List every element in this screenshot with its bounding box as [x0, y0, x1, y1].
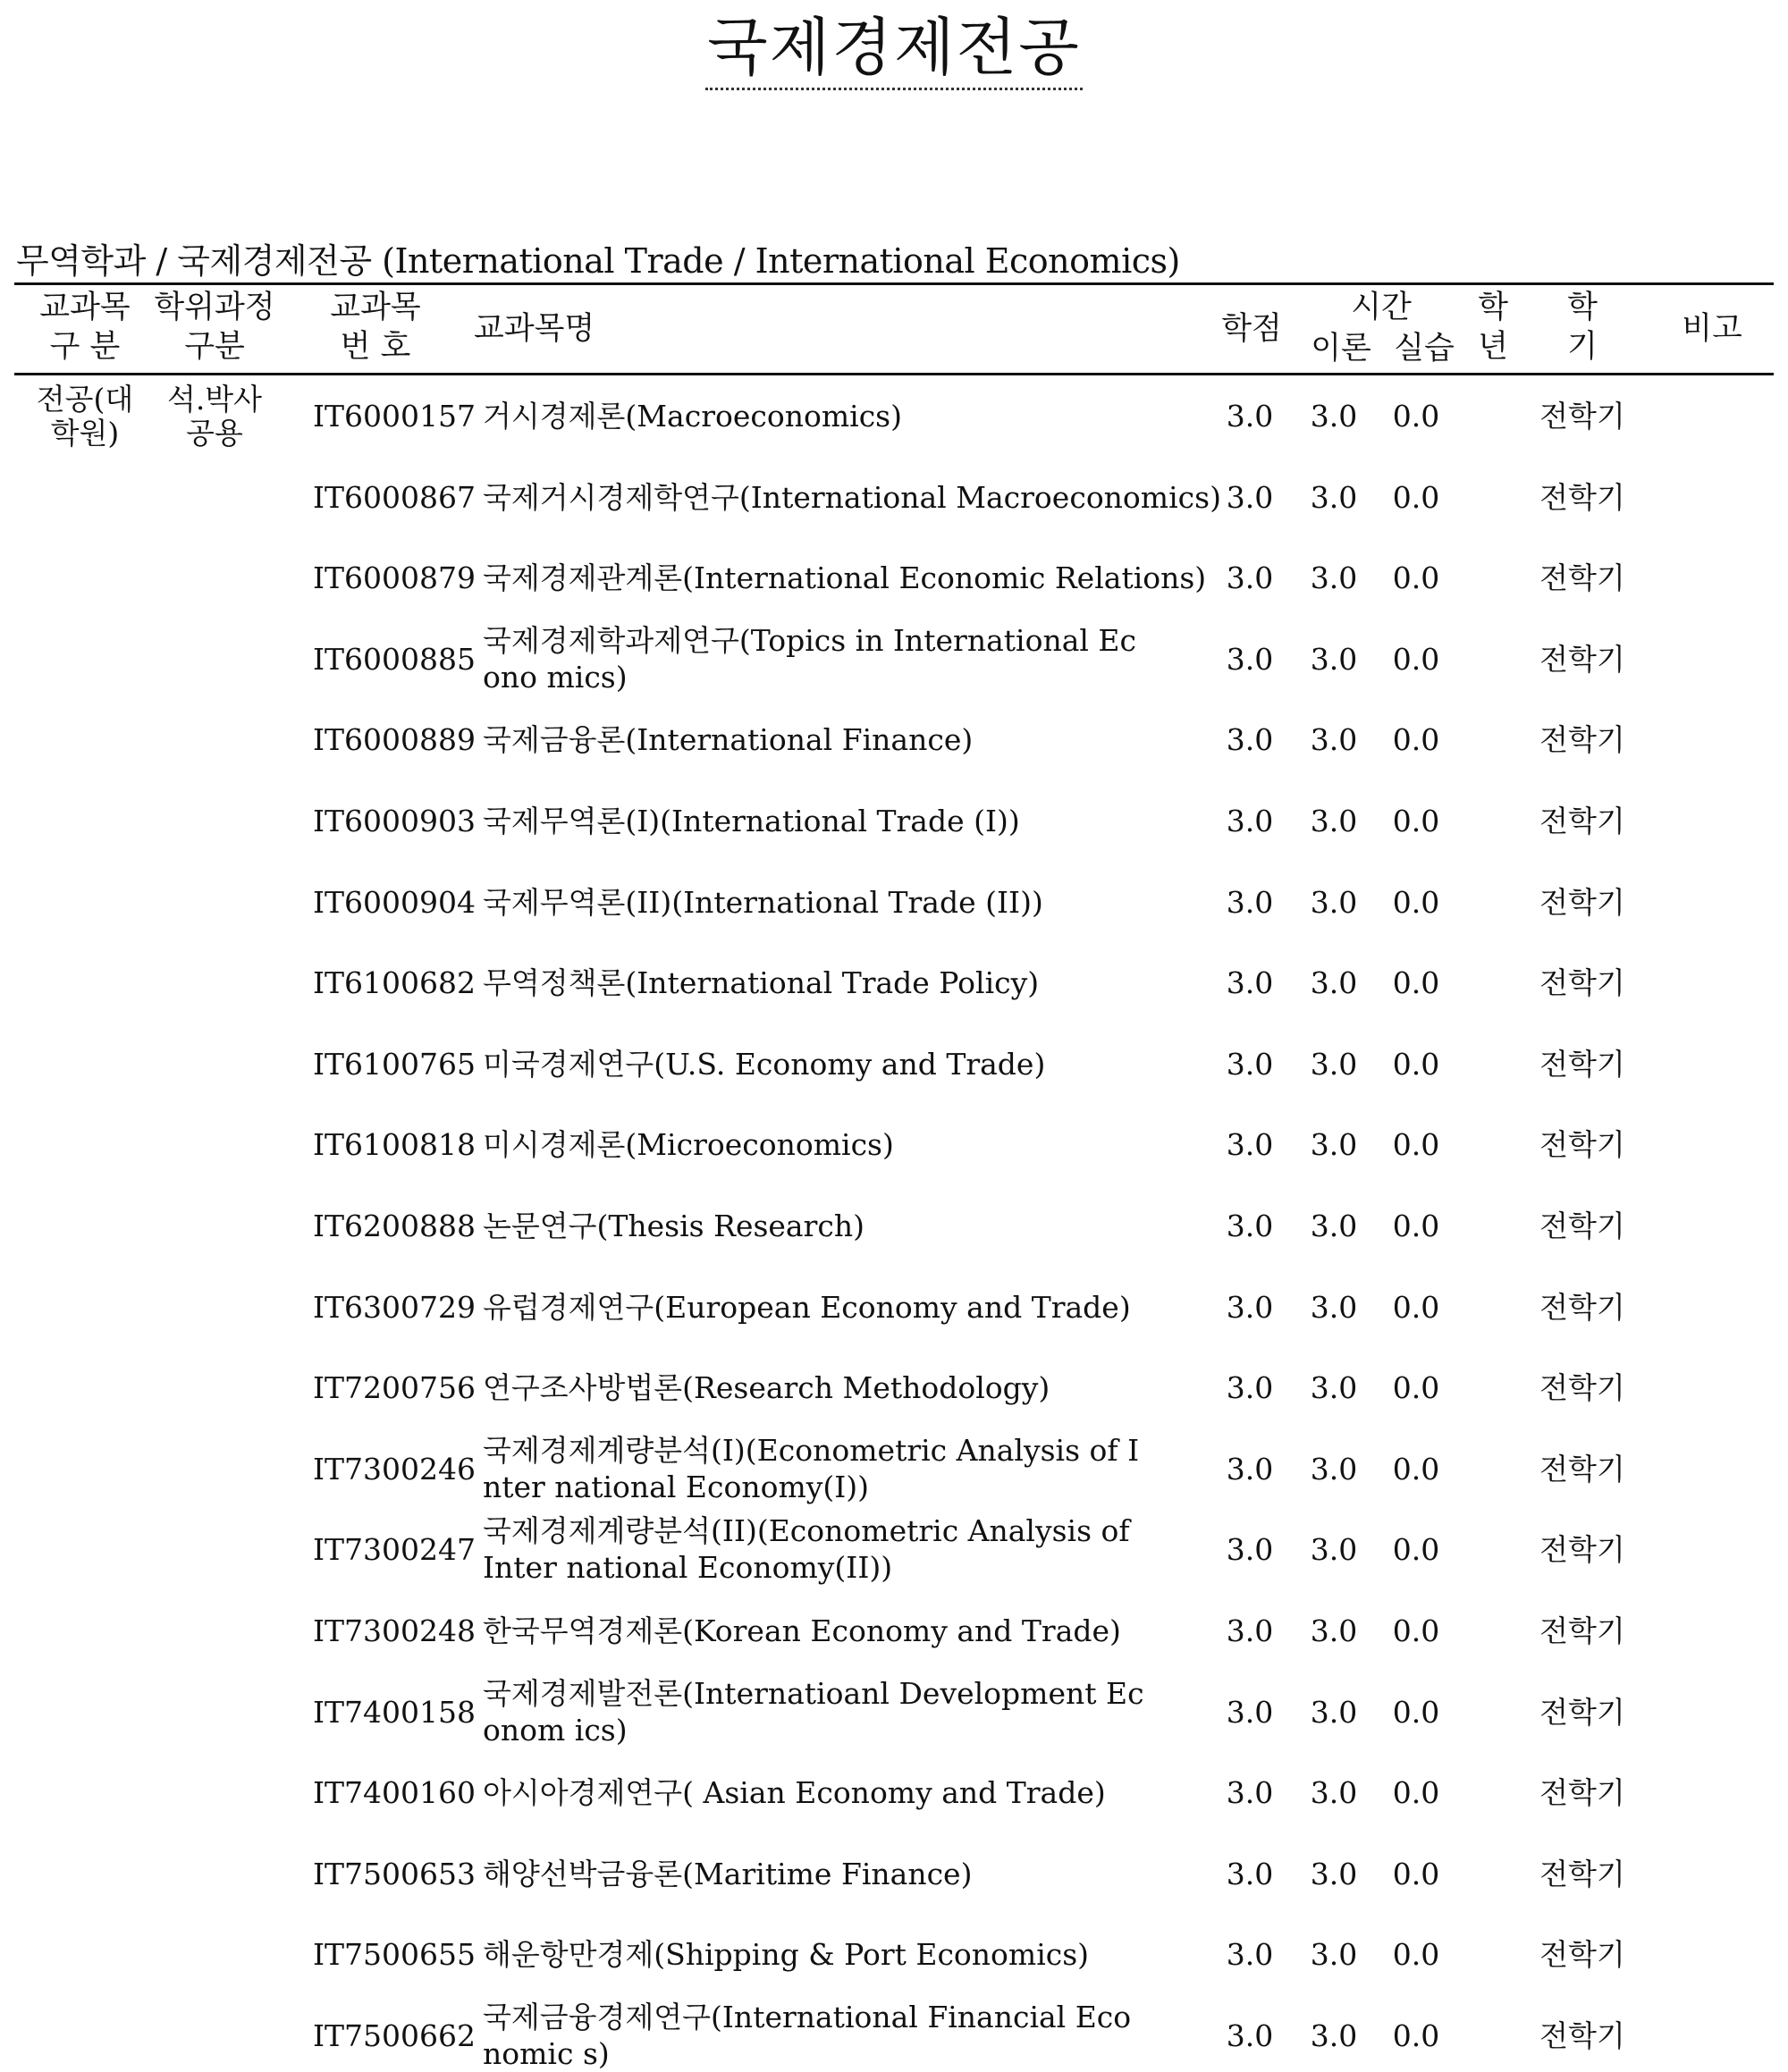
course-code: IT7400160: [313, 1775, 477, 1810]
course-name: 국제거시경제학연구(International Macroeconomics): [483, 480, 1221, 515]
course-practice: 0.0: [1392, 480, 1440, 515]
course-practice: 0.0: [1392, 1370, 1440, 1405]
course-credit: 3.0: [1226, 885, 1274, 920]
course-name: 국제경제계량분석(I)(Econometric Analysis of Inter national Economy(I)): [483, 1433, 1140, 1504]
page-title-text: 국제경제전공: [705, 11, 1083, 90]
course-practice: 0.0: [1392, 804, 1440, 838]
header-semester-line1: 학: [1567, 290, 1598, 325]
course-theory: 3.0: [1310, 1290, 1358, 1325]
section-heading: 무역학과 / 국제경제전공 (International Trade / International Economics): [16, 241, 1180, 281]
course-name: 미시경제론(Microeconomics): [483, 1127, 894, 1162]
course-credit: 3.0: [1226, 1775, 1274, 1810]
course-name: 해양선박금융론(Maritime Finance): [483, 1857, 973, 1891]
course-code: IT6000157: [313, 399, 477, 434]
header-code: [322, 288, 429, 366]
course-credit: 3.0: [1226, 1695, 1274, 1730]
course-practice: 0.0: [1392, 1127, 1440, 1162]
course-practice: 0.0: [1392, 1775, 1440, 1810]
course-code: IT6300729: [313, 1290, 477, 1325]
course-name: 해운항만경제(Shipping & Port Economics): [483, 1937, 1090, 1972]
header-remark: 비고: [1682, 311, 1742, 347]
course-semester: 전학기: [1539, 722, 1625, 757]
course-code: IT7300247: [313, 1532, 477, 1567]
group-degree-line1: 석.박사: [166, 382, 263, 417]
course-practice: 0.0: [1392, 885, 1440, 920]
header-year: [1457, 288, 1529, 366]
course-code: IT6100818: [313, 1127, 477, 1162]
header-hours: 시간: [1351, 290, 1412, 325]
course-theory: 3.0: [1310, 1370, 1358, 1405]
header-category-line1: 교과목: [39, 290, 131, 325]
course-semester: 전학기: [1539, 642, 1625, 677]
course-semester: 전학기: [1539, 1857, 1625, 1891]
course-code: IT6000904: [313, 885, 477, 920]
course-theory: 3.0: [1310, 1209, 1358, 1243]
course-theory: 3.0: [1310, 722, 1358, 757]
table-top-rule: [14, 282, 1774, 285]
course-practice: 0.0: [1392, 965, 1440, 1000]
course-theory: 3.0: [1310, 1613, 1358, 1648]
header-year-line2: 년: [1478, 329, 1508, 365]
course-credit: 3.0: [1226, 399, 1274, 434]
course-name: 유럽경제연구(European Economy and Trade): [483, 1290, 1131, 1325]
course-semester: 전학기: [1539, 399, 1625, 434]
course-code: IT6000867: [313, 480, 477, 515]
course-theory: 3.0: [1310, 1857, 1358, 1891]
course-credit: 3.0: [1226, 2018, 1274, 2053]
course-code: IT6000889: [313, 722, 477, 757]
course-name: 국제무역론(II)(International Trade (II)): [483, 885, 1043, 920]
course-semester: 전학기: [1539, 1047, 1625, 1082]
course-name: 한국무역경제론(Korean Economy and Trade): [483, 1613, 1121, 1648]
course-name: 연구조사방법론(Research Methodology): [483, 1370, 1050, 1405]
course-credit: 3.0: [1226, 480, 1274, 515]
group-category-line2: 학원): [50, 416, 120, 451]
course-code: IT6000879: [313, 560, 477, 595]
course-theory: 3.0: [1310, 2018, 1358, 2053]
header-semester: [1547, 288, 1618, 366]
course-name: 미국경제연구(U.S. Economy and Trade): [483, 1047, 1046, 1082]
page-title: [0, 7, 1788, 88]
group-degree-line2: 공용: [186, 416, 243, 451]
course-theory: 3.0: [1310, 1047, 1358, 1082]
course-practice: 0.0: [1392, 1937, 1440, 1972]
course-theory: 3.0: [1310, 885, 1358, 920]
course-practice: 0.0: [1392, 1047, 1440, 1082]
course-practice: 0.0: [1392, 560, 1440, 595]
course-theory: 3.0: [1310, 1532, 1358, 1567]
course-semester: 전학기: [1539, 1532, 1625, 1567]
course-semester: 전학기: [1539, 804, 1625, 838]
course-semester: 전학기: [1539, 965, 1625, 1000]
course-credit: 3.0: [1226, 642, 1274, 677]
header-year-line1: 학: [1478, 290, 1508, 325]
course-practice: 0.0: [1392, 399, 1440, 434]
course-code: IT7300248: [313, 1613, 477, 1648]
course-credit: 3.0: [1226, 560, 1274, 595]
course-credit: 3.0: [1226, 1857, 1274, 1891]
course-practice: 0.0: [1392, 642, 1440, 677]
course-code: IT7500662: [313, 2018, 477, 2053]
course-semester: 전학기: [1539, 560, 1625, 595]
course-theory: 3.0: [1310, 642, 1358, 677]
course-name: 국제경제발전론(Internatioanl Development Econom ics): [483, 1676, 1144, 1748]
header-category-line2: 구 분: [49, 329, 121, 365]
course-theory: 3.0: [1310, 480, 1358, 515]
course-theory: 3.0: [1310, 399, 1358, 434]
course-code: IT7300246: [313, 1452, 477, 1487]
course-code: IT7400158: [313, 1695, 477, 1730]
course-semester: 전학기: [1539, 1290, 1625, 1325]
course-semester: 전학기: [1539, 1209, 1625, 1243]
course-name: 국제경제학과제연구(Topics in International Econo mics): [483, 623, 1136, 695]
course-semester: 전학기: [1539, 1127, 1625, 1162]
course-credit: 3.0: [1226, 1209, 1274, 1243]
course-theory: 3.0: [1310, 1452, 1358, 1487]
course-credit: 3.0: [1226, 1452, 1274, 1487]
course-theory: 3.0: [1310, 560, 1358, 595]
course-credit: 3.0: [1226, 1613, 1274, 1648]
course-theory: 3.0: [1310, 804, 1358, 838]
course-code: IT7500655: [313, 1937, 477, 1972]
course-credit: 3.0: [1226, 1532, 1274, 1567]
course-practice: 0.0: [1392, 1695, 1440, 1730]
course-name: 국제무역론(I)(International Trade (I)): [483, 804, 1020, 838]
course-semester: 전학기: [1539, 1695, 1625, 1730]
course-code: IT6200888: [313, 1209, 477, 1243]
header-semester-line2: 기: [1567, 329, 1598, 365]
header-degree: [152, 288, 277, 366]
course-theory: 3.0: [1310, 1775, 1358, 1810]
course-semester: 전학기: [1539, 480, 1625, 515]
course-credit: 3.0: [1226, 804, 1274, 838]
course-theory: 3.0: [1310, 1937, 1358, 1972]
course-semester: 전학기: [1539, 2018, 1625, 2053]
course-practice: 0.0: [1392, 1209, 1440, 1243]
course-practice: 0.0: [1392, 1613, 1440, 1648]
course-credit: 3.0: [1226, 1047, 1274, 1082]
course-code: IT6000885: [313, 642, 477, 677]
course-theory: 3.0: [1310, 1695, 1358, 1730]
course-semester: 전학기: [1539, 1452, 1625, 1487]
course-code: IT6100682: [313, 965, 477, 1000]
course-semester: 전학기: [1539, 1937, 1625, 1972]
header-degree-line2: 구분: [184, 329, 245, 365]
course-semester: 전학기: [1539, 1613, 1625, 1648]
course-code: IT6000903: [313, 804, 477, 838]
course-code: IT6100765: [313, 1047, 477, 1082]
course-name: 국제금융경제연구(International Financial Economic s): [483, 2000, 1132, 2071]
group-degree: [152, 383, 277, 451]
course-practice: 0.0: [1392, 2018, 1440, 2053]
course-credit: 3.0: [1226, 1937, 1274, 1972]
course-name: 국제경제계량분석(II)(Econometric Analysis of Inter national Economy(II)): [483, 1513, 1130, 1585]
header-code-line1: 교과목: [330, 290, 421, 325]
course-code: IT7500653: [313, 1857, 477, 1891]
course-semester: 전학기: [1539, 1775, 1625, 1810]
course-credit: 3.0: [1226, 722, 1274, 757]
course-name: 아시아경제연구( Asian Economy and Trade): [483, 1775, 1106, 1810]
course-practice: 0.0: [1392, 1532, 1440, 1567]
course-name: 거시경제론(Macroeconomics): [483, 399, 902, 434]
course-practice: 0.0: [1392, 722, 1440, 757]
course-semester: 전학기: [1539, 885, 1625, 920]
course-name: 국제금융론(International Finance): [483, 722, 974, 757]
group-category: [27, 383, 143, 451]
course-theory: 3.0: [1310, 1127, 1358, 1162]
course-practice: 0.0: [1392, 1452, 1440, 1487]
course-name: 논문연구(Thesis Research): [483, 1209, 864, 1243]
header-course-name: 교과목명: [474, 311, 595, 347]
course-name: 무역정책론(International Trade Policy): [483, 965, 1040, 1000]
course-credit: 3.0: [1226, 1290, 1274, 1325]
header-code-line2: 번 호: [340, 329, 411, 365]
header-theory: 이론: [1311, 331, 1371, 366]
course-credit: 3.0: [1226, 1370, 1274, 1405]
header-credit: 학점: [1221, 311, 1282, 347]
course-semester: 전학기: [1539, 1370, 1625, 1405]
group-category-line1: 전공(대: [36, 382, 134, 417]
course-credit: 3.0: [1226, 1127, 1274, 1162]
course-code: IT7200756: [313, 1370, 477, 1405]
course-name: 국제경제관계론(International Economic Relations): [483, 560, 1207, 595]
course-credit: 3.0: [1226, 965, 1274, 1000]
table-header-rule: [14, 373, 1774, 375]
course-practice: 0.0: [1392, 1290, 1440, 1325]
course-theory: 3.0: [1310, 965, 1358, 1000]
course-practice: 0.0: [1392, 1857, 1440, 1891]
header-category: [27, 288, 143, 366]
header-practice: 실습: [1394, 331, 1455, 366]
header-degree-line1: 학위과정: [154, 290, 275, 325]
